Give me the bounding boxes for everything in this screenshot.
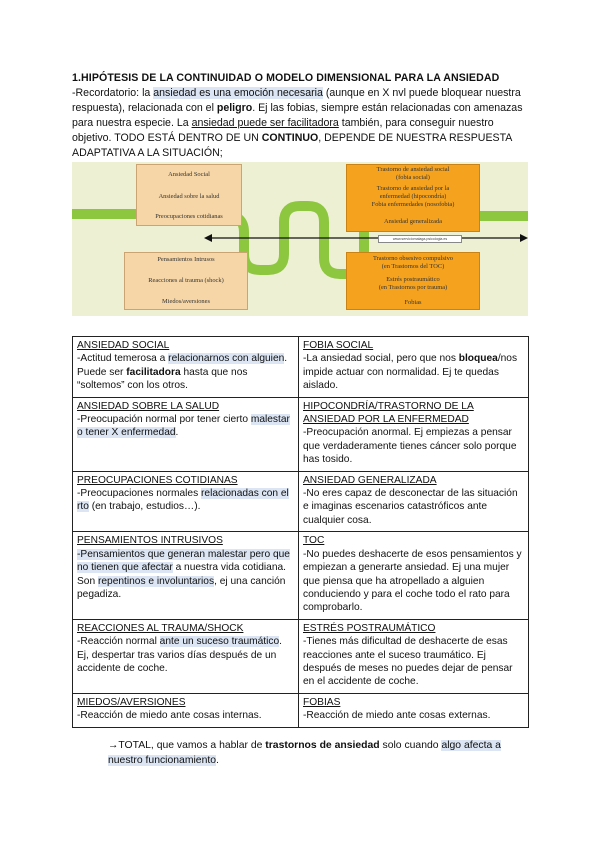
highlighted-text: algo afecta a nuestro funcionamiento <box>108 740 501 766</box>
highlighted-text: relacionadas con el rto <box>77 488 289 513</box>
intro-text: . Ej las fobias, siempre están relacionadas con amenazas para nuestra especie. La <box>72 102 523 129</box>
normal-condition-cell <box>73 471 299 532</box>
body-text: . <box>216 755 219 766</box>
highlighted-text: malestar o tener X enfermedad <box>77 414 290 439</box>
bold-text: bloquea <box>458 353 498 365</box>
box-disorder-top <box>346 164 480 232</box>
table-row <box>73 693 529 727</box>
disorder-cell <box>299 471 529 532</box>
body-text: /nos impide actuar con normalidad. Ej te quedas aislado. <box>303 353 518 392</box>
disorder-cell <box>299 693 529 727</box>
body-text: -Preocupaciones normales <box>77 488 202 500</box>
intro-text: (aunque en X nvl puede bloquear nuestra respuesta), relacionada con el <box>72 87 521 114</box>
disorder-cell <box>299 337 529 398</box>
normal-condition-cell <box>73 693 299 727</box>
cell-title: FOBIAS <box>303 696 341 708</box>
cell-title: PREOCUPACIONES COTIDIANAS <box>77 474 238 486</box>
table-row <box>73 471 529 532</box>
body-text: solo cuando <box>379 740 442 751</box>
comparison-table-body <box>73 337 529 728</box>
table-row <box>73 532 529 619</box>
body-text: -La ansiedad social, pero que nos <box>303 353 459 365</box>
normal-condition-cell <box>73 619 299 693</box>
body-text: -Reacción normal <box>77 636 160 648</box>
body-text: . Ej, despertar tras varios días después de un accidente de coche. <box>77 636 283 674</box>
cell-title: MIEDOS/AVERSIONES <box>77 696 186 708</box>
diagram-label: (fobia social) <box>396 174 430 181</box>
diagram-label: Reacciones al trauma (shock) <box>148 277 224 284</box>
body-text: -Reacción de miedo ante cosas externas. <box>303 710 491 722</box>
diagram-label: Ansiedad Social <box>168 171 210 178</box>
timeline-arrowhead-right <box>520 234 528 242</box>
diagram-label: Trastorno de ansiedad social <box>376 166 450 173</box>
diagram-label: Preocupaciones cotidianas <box>155 213 223 220</box>
total-conclusion <box>108 738 528 768</box>
body-text: -Actitud temerosa a <box>77 353 169 365</box>
body-text: a nuestra vida cotidiana. Son <box>77 562 287 587</box>
diagram-label: Ansiedad sobre la salud <box>158 193 220 200</box>
table-row <box>73 619 529 693</box>
normal-condition-cell <box>73 397 299 471</box>
bold-text: trastornos de ansiedad <box>265 740 380 751</box>
highlighted-text: repentinos e involuntarios <box>97 575 215 587</box>
box-normal-bottom <box>124 252 248 310</box>
box-normal-top <box>136 164 242 226</box>
diagram-label: Fobias <box>404 299 422 306</box>
table-row <box>73 337 529 398</box>
body-text: →TOTAL, que vamos a hablar de <box>108 740 266 751</box>
body-text: -Tienes más dificultad de deshacerte de esas reacciones ante el suceso traumático. Ej después de meses no puedes dejar de pensar en el accidente de coche. <box>303 636 513 688</box>
disorder-cell <box>299 397 529 471</box>
body-text: -Preocupación normal por tener cierto <box>77 414 251 426</box>
intro-bold: CONTINUO <box>261 132 319 144</box>
normal-condition-cell <box>73 532 299 619</box>
cell-title: ANSIEDAD SOCIAL <box>77 340 170 351</box>
diagram-label: Miedos/aversiones <box>162 298 210 305</box>
box-disorder-bottom <box>346 252 480 310</box>
intro-text: también, para conseguir nuestro objetivo. TODO ESTÁ DENTRO DE UN <box>72 117 494 144</box>
diagram-label: Trastorno obsesivo compulsivo <box>372 255 453 262</box>
body-text: -Preocupación anormal. Ej empiezas a pensar que verdaderamente tienes cáncer solo porque has tosido. <box>303 427 517 466</box>
intro-highlight: ansiedad es una emoción necesaria <box>153 87 323 99</box>
timeline-url-label: www.serviciomalaga.psicologia.es <box>378 235 462 243</box>
intro-paragraph <box>72 86 534 161</box>
highlighted-text: relacionarnos con alguien <box>168 353 285 365</box>
diagram-label: Pensamientos Intrusos <box>157 256 215 263</box>
disorder-cell <box>299 619 529 693</box>
section-heading: 1.HIPÓTESIS DE LA CONTINUIDAD O MODELO DIMENSIONAL PARA LA ANSIEDAD <box>72 72 500 84</box>
disorder-cell <box>299 532 529 619</box>
highlighted-text: -Pensamientos que generan malestar pero que no tienen que afectar <box>77 548 290 574</box>
intro-text: , DEPENDE DE NUESTRA RESPUESTA ADAPTATIVA A LA SITUACIÓN; <box>72 132 512 159</box>
diagram-label: Trastorno de ansiedad por la <box>376 185 450 192</box>
table-row <box>73 397 529 471</box>
body-text: . <box>175 427 179 439</box>
cell-title: TOC <box>303 535 325 547</box>
cell-title: ANSIEDAD GENERALIZADA <box>303 474 437 486</box>
body-text: -Reacción de miedo ante cosas internas. <box>77 710 262 722</box>
cell-title: ANSIEDAD SOBRE LA SALUD <box>77 400 220 412</box>
timeline-arrowhead-left <box>204 234 212 242</box>
diagram-label: (en Trastornos por trauma) <box>378 284 448 291</box>
body-text: hasta que nos “soltemos” con los otros. <box>77 366 248 392</box>
body-text: . Puede ser <box>77 353 288 378</box>
body-text: -No puedes deshacerte de esos pensamientos y empiezan a generarte ansiedad. Ej una mujer que piensa que ha atropellado a alguien conduciendo y para el coche todo el rato para comprobarlo. <box>303 548 522 614</box>
body-text: -No eres capaz de desconectar de las situación e imaginas escenarios catastróficos ante cualquier cosa. <box>303 488 518 526</box>
diagram-label: Estrés postraumático <box>386 276 440 283</box>
continuum-diagram <box>72 162 528 316</box>
body-text: , ej una canción pegadiza. <box>77 575 286 600</box>
normal-condition-cell <box>73 337 299 398</box>
intro-bold: peligro <box>216 102 253 114</box>
highlighted-text: ante un suceso traumático <box>159 636 280 648</box>
diagram-label: (en Trastornos del TOC) <box>381 263 445 270</box>
cell-title: ESTRÉS POSTRAUMÁTICO <box>303 622 436 634</box>
cell-title: PENSAMIENTOS INTRUSIVOS <box>77 535 223 547</box>
body-text: (en trabajo, estudios…). <box>88 501 201 513</box>
bold-text: facilitadora <box>126 366 181 378</box>
diagram-label: Ansiedad generalizada <box>383 218 443 225</box>
diagram-label: enfermedad (hipocondría) <box>379 193 447 200</box>
cell-title: HIPOCONDRÍA/TRASTORNO DE LA ANSIEDAD POR LA ENFERMEDAD <box>303 400 474 426</box>
cell-title: FOBIA SOCIAL <box>303 340 374 351</box>
diagram-label: Fobia enfermedades (nosofobia) <box>371 201 455 208</box>
intro-text: -Recordatorio: la <box>72 87 154 99</box>
cell-title: REACCIONES AL TRAUMA/SHOCK <box>77 622 244 634</box>
comparison-table <box>72 336 529 728</box>
intro-underline: ansiedad puede ser facilitadora <box>191 117 339 129</box>
